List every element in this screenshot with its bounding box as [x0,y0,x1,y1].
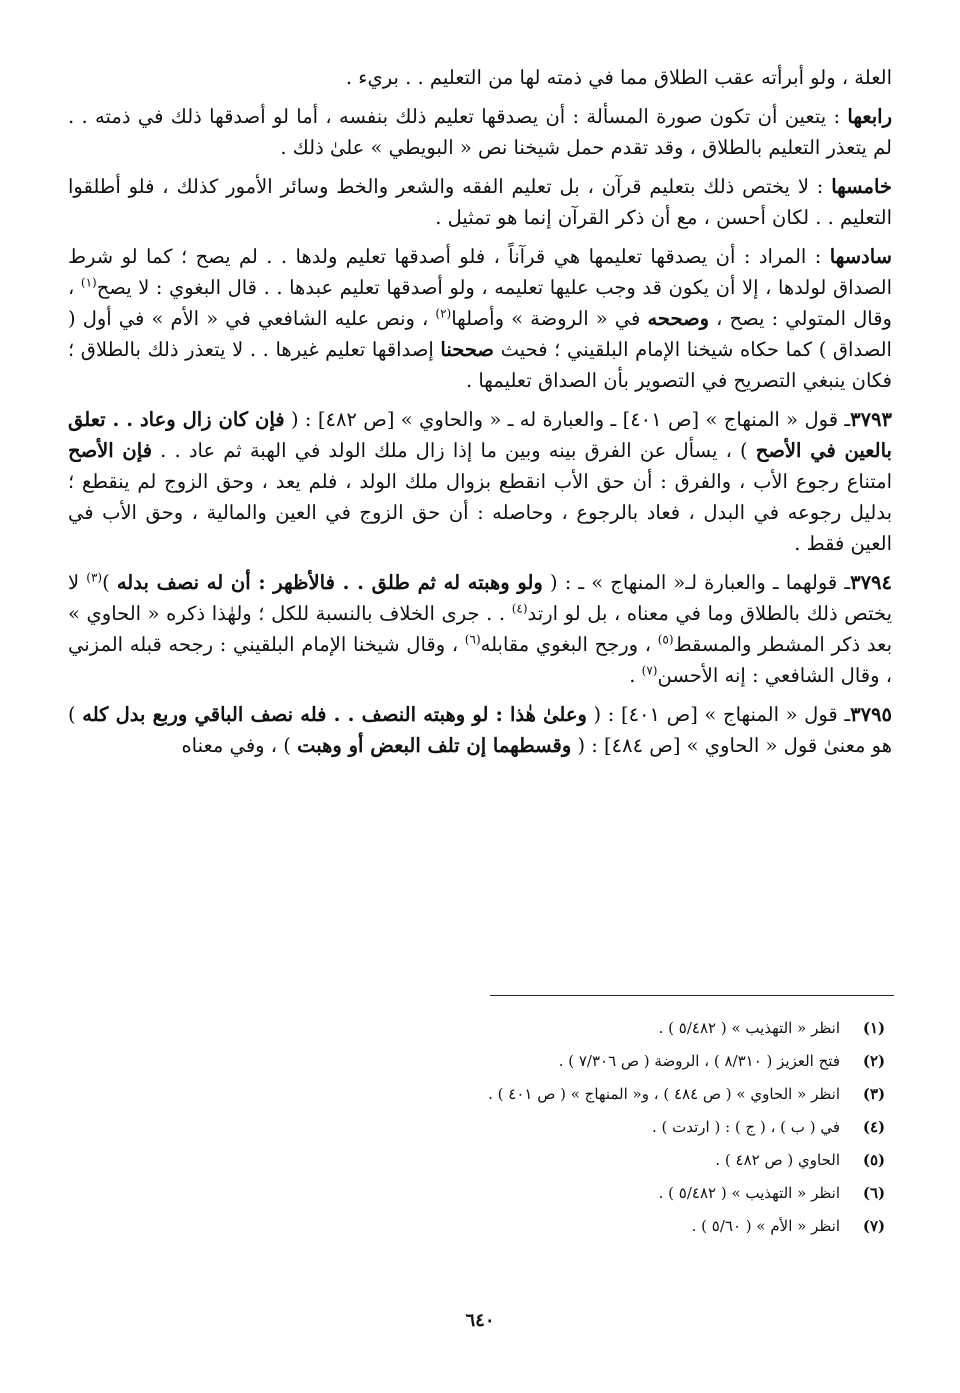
footnote-item [334,1045,894,1078]
paragraph-fourth [68,101,892,163]
footnote-ref[interactable]: (٦) [464,632,481,647]
paragraph-continuation [68,62,892,93]
paragraph-text: ـ قولهما ـ والعبارة لـ« المنهاج » ـ : ( [542,571,851,594]
issue-number: ٣٧٩٥ [850,703,892,726]
footnote-text: في ( ب ) ، ( ج ) : ( ارتدت ) . [651,1118,840,1136]
paragraph-text: : يتعين أن تكون صورة المسألة : أن يصدقها تعليم ذلك بنفسه ، أما لو أصدقها ذلك في ذمته . . لم يتعذر التعليم بالطلاق ، وقد تقدم حمل شيخنا نص « البويطي » علىٰ ذلك . [68,105,892,159]
heading-word: خامسها [831,175,892,198]
quoted-text: وعلىٰ هٰذا : لو وهبته النصف . . فله نصف الباقي وربع بدل كله [82,703,587,726]
issue-3794 [68,567,892,691]
main-text [68,62,892,769]
footnote-ref[interactable]: (١) [80,275,97,290]
issue-number: ٣٧٩٣ [850,408,892,431]
footnote-text: انظر « الأم » ( ٥/٦٠ ) . [691,1217,840,1235]
paragraph-text: ) هو معنىٰ قول « الحاوي » [ص ٤٨٤] : ( [68,703,892,757]
issue-3795 [68,699,892,761]
footnote-item [334,1144,894,1177]
paragraph-text: ) ، وفي معناه [181,734,298,757]
quoted-text: ولو وهبته له ثم طلق . . فالأظهر : أن له نصف بدله [116,571,543,594]
paragraph-text: ـ قول « المنهاج » [ص ٤٠١] : ( [586,703,851,726]
footnote-divider [490,995,894,996]
footnote-ref[interactable]: (٢) [435,306,452,321]
footnote-text: انظر « التهذيب » ( ٥/٤٨٢ ) . [658,1184,840,1202]
paragraph-text: : لا يختص ذلك بتعليم قرآن ، بل تعليم الفقه والشعر والخط وسائر الأمور كذلك ، فلو أطلقوا التعليم . . لكان أحسن ، مع أن ذكر القرآن إنما هو تمثيل . [68,175,892,229]
paragraph-text: إصداقها تعليم غيرها . . لا يتعذر ذلك بالطلاق ؛ فكان ينبغي التصريح في التصوير بأن الصداق تعليمها . [68,338,892,392]
heading-word: رابعها [847,105,892,128]
footnote-item [334,1177,894,1210]
footnote-ref[interactable]: (٧) [641,663,658,678]
paragraph-text: . . جرى الخلاف بالنسبة للكل ؛ ولهٰذا ذكره « الحاوي » بعد ذكر المشطر والمسقط [68,602,893,656]
paragraph-text: ) [102,571,117,594]
footnote-item [334,1012,894,1045]
bold-term: فإن الأصح [68,439,153,462]
footnote-number: (٥) [862,1151,886,1169]
footnotes-list [334,1012,894,1243]
paragraph-sixth [68,241,892,396]
paragraph-text: ، ورجح البغوي مقابله [480,633,658,656]
footnote-item [334,1210,894,1243]
paragraph-text: ، ونص عليه الشافعي في « الأم » في أول ( الصداق ) كما حكاه شيخنا الإمام البلقيني ؛ فحيث [68,307,892,361]
paragraph-fifth [68,171,892,233]
paragraph-text: العلة ، ولو أبرأته عقب الطلاق مما في ذمته لها من التعليم . . بريء . [345,66,892,89]
quoted-text: فإن كان زال وعاد . . تعلق بالعين في الأصح [68,408,892,462]
footnote-text: انظر « الحاوي » ( ص ٤٨٤ ) ، و« المنهاج » ( ص ٤٠١ ) . [488,1085,840,1103]
paragraph-text: امتناع رجوع الأب ، والفرق : أن حق الأب انقطع بزوال ملك الولد ، فلم يعد ، وحق الزوج لم ينقطع ؛ بدليل رجوعه في البدل ، فعاد بالرجوع ، وحاصله : أن حق الزوج في العين والمالية ، وحق الأب في العين فقط . [68,470,892,555]
footnote-number: (٢) [862,1052,886,1070]
bold-term: صححنا [440,338,494,361]
paragraph-text: في « الروضة » وأصلها [451,307,648,330]
footnote-text: انظر « التهذيب » ( ٥/٤٨٢ ) . [658,1019,840,1037]
paragraph-text: . [629,664,642,687]
heading-word: سادسها [829,245,892,268]
bold-term: وصححه [647,307,710,330]
footnote-ref[interactable]: (٤) [511,601,528,616]
footnote-item [334,1078,894,1111]
footnote-text: الحاوي ( ص ٤٨٢ ) . [715,1151,840,1169]
paragraph-text: : المراد : أن يصدقها تعليمها هي قرآناً ، فلو أصدقها تعليم ولدها . . لم يصح ؛ كما لو شرط الصداق لولدها ، إلا أن يكون قد وجب عليها تعليمه ، ولو أصدقها تعليم عبدها . . قال البغوي : لا يصح [68,245,892,299]
footnote-number: (٣) [862,1085,886,1103]
page-number: ٦٤٠ [465,1310,495,1331]
footnote-number: (٧) [862,1217,886,1235]
issue-3793 [68,404,892,559]
paragraph-text: لا يختص ذلك بالطلاق وما في معناه ، بل لو ارتد [68,571,892,625]
footnote-number: (١) [862,1019,886,1037]
paragraph-text: ، وقال شيخنا الإمام البلقيني : رجحه قبله المزني ، وقال الشافعي : إنه الأحسن [68,633,892,687]
paragraph-text: ) ، يسأل عن الفرق بينه وبين ما إذا زال ملك الولد في الهبة ثم عاد . . [152,439,756,462]
quoted-text: وقسطهما إن تلف البعض أو وهبت [297,734,572,757]
footnote-number: (٦) [862,1184,886,1202]
footnote-item [334,1111,894,1144]
footnote-ref[interactable]: (٥) [657,632,674,647]
paragraph-text: ـ قول « المنهاج » [ص ٤٠١] ـ والعبارة له ـ « والحاوي » [ص ٤٨٢] : ( [284,408,851,431]
paragraph-text: ، وقال المتولي : يصح ، [68,276,892,330]
footnote-ref[interactable]: (٣) [86,570,103,585]
issue-number: ٣٧٩٤ [850,571,892,594]
footnote-text: فتح العزيز ( ٨/٣١٠ ) ، الروضة ( ص ٧/٣٠٦ ) . [558,1052,840,1070]
footnote-number: (٤) [862,1118,886,1136]
